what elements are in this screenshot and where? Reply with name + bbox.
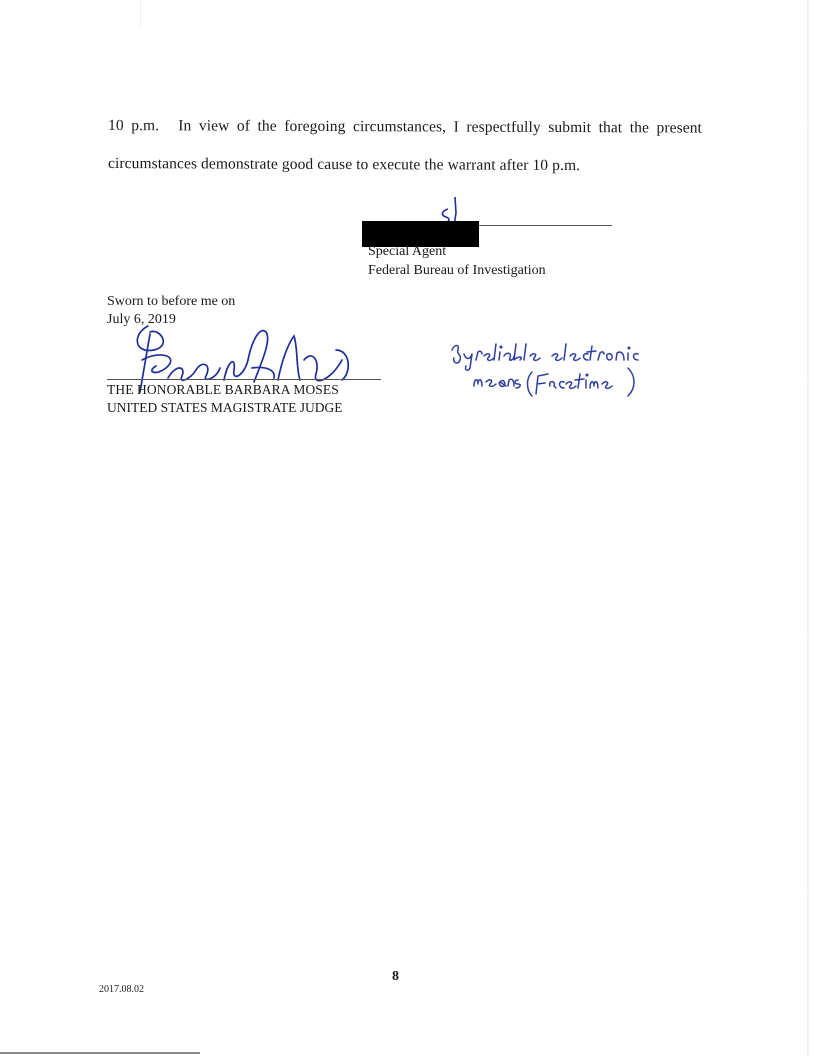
word: the — [629, 119, 650, 137]
word: submit — [548, 118, 592, 137]
judge-name: THE HONORABLE BARBARA MOSES — [107, 382, 339, 397]
word: present — [656, 119, 703, 137]
page-number: 8 — [392, 969, 399, 984]
word: 10 — [107, 117, 124, 135]
word: respectfully — [466, 118, 541, 136]
word: circumstances, — [352, 118, 447, 136]
paragraph-line-2: circumstances demonstrate good cause to execute the warrant after 10 p.m. — [107, 155, 581, 175]
sworn-date: July 6, 2019 — [107, 312, 176, 327]
word: that — [598, 119, 623, 137]
word: p.m. — [131, 117, 160, 135]
word: In — [178, 117, 192, 135]
paragraph-line-1 — [108, 117, 702, 138]
word: view — [198, 117, 230, 135]
word: foregoing — [284, 117, 346, 136]
scan-artifact-bottom — [0, 1052, 200, 1054]
word: the — [257, 117, 277, 135]
agent-organization: Federal Bureau of Investigation — [368, 263, 546, 278]
sworn-statement: Sworn to before me on — [107, 294, 236, 309]
judge-title: UNITED STATES MAGISTRATE JUDGE — [107, 400, 343, 415]
form-code: 2017.08.02 — [99, 984, 144, 995]
scan-artifact-right — [807, 0, 809, 1056]
word: I — [453, 118, 459, 136]
handwritten-note — [448, 340, 648, 402]
judge-signature-line — [107, 379, 381, 380]
scan-artifact-top — [140, 0, 141, 28]
word: of — [236, 117, 251, 135]
agent-title: Special Agent — [368, 244, 447, 259]
